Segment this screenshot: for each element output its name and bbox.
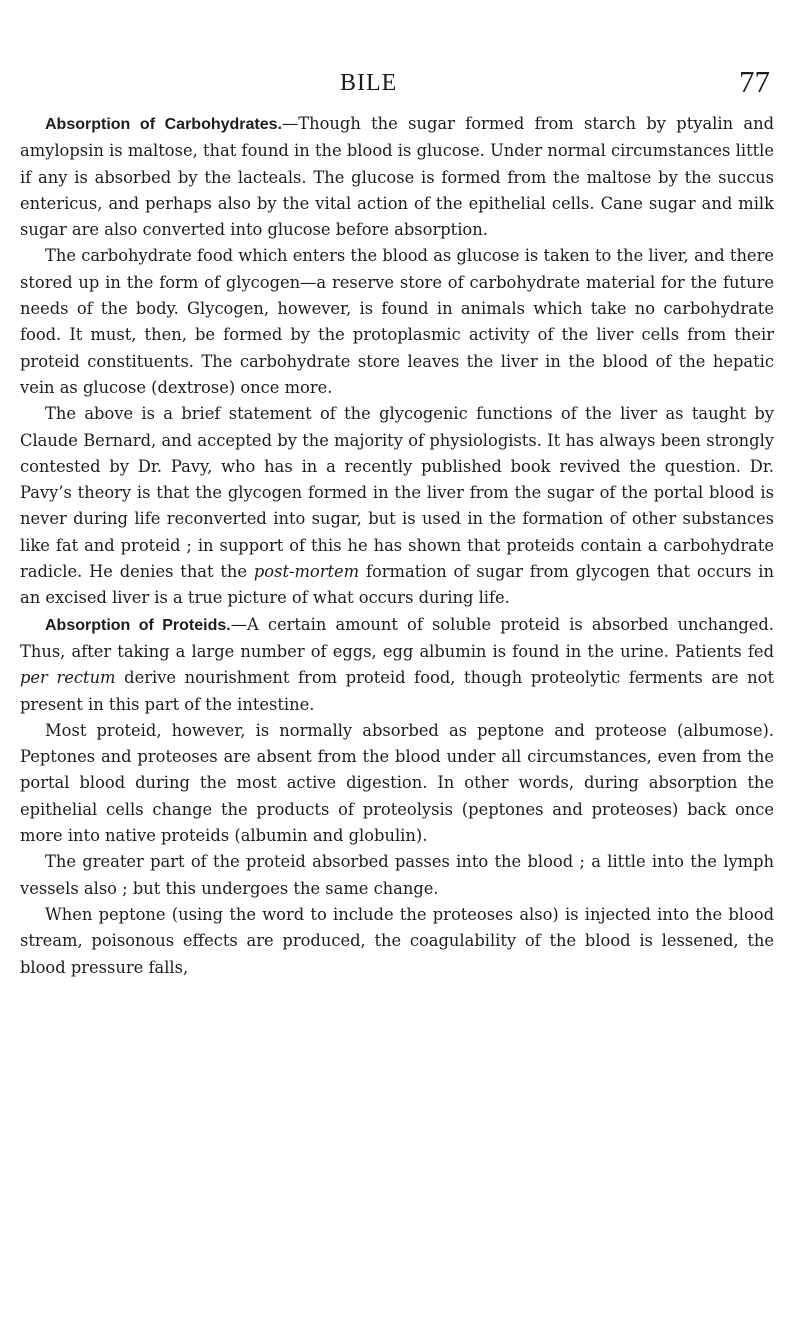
running-head xyxy=(340,64,770,104)
paragraph-proteid-passage xyxy=(20,849,774,902)
paragraph-text: Most proteid, however, is normally absorbed as peptone and proteose (albumose). Peptones and proteoses are absent from the blood under all circumstances, even from the portal blood during the most active digestion. In other words, during absorption the epithelial cells change the products of proteolysis (peptones and proteoses) back once more into native proteids (albumin and globulin). xyxy=(20,720,774,846)
italic-term-per-rectum: per rectum xyxy=(20,668,116,688)
paragraph-text: When peptone (using the word to include the proteoses also) is injected into the blood stream, poisonous effects are produced, the coagulability of the blood is lessened, the blood pressure falls, xyxy=(20,904,774,977)
paragraph-text: The above is a brief statement of the glycogenic functions of the liver as taught by Claude Bernard, and accepted by the majority of physiologists. It has always been strongly contested by Dr. Pavy, who has in a recently published book revived the question. Dr. Pavy’s theory is that the glycogen formed in the liver from the sugar of the portal blood is never during life reconverted into sugar, but is used in the formation of other substances like fat and proteid ; in support of this he has shown that proteids contain a carbohydrate radicle. He denies that the xyxy=(20,404,774,582)
body-text xyxy=(20,111,774,981)
paragraph-pavy-theory xyxy=(20,401,774,611)
italic-term-post-mortem: post-mortem xyxy=(253,562,360,582)
paragraph-peptone-injection xyxy=(20,902,774,981)
paragraph-text: formation of sugar from glycogen that occurs in an excised liver is a true picture of what occurs during life. xyxy=(20,562,774,608)
running-head-title: BILE xyxy=(340,70,398,96)
paragraph-text: —Though the sugar formed from starch by ptyalin and amylopsin is maltose, that found in the blood is glucose. Under normal circumstances little if any is absorbed by the lacteals. The glucose is formed from the maltose by the succus entericus, and perhaps also by the vital action of the epithelial cells. Cane sugar and milk sugar are also converted into glucose before absorption. xyxy=(20,114,774,240)
paragraph-text: The greater part of the proteid absorbed passes into the blood ; a little into the lymph vessels also ; but this undergoes the same change. xyxy=(20,852,774,898)
section-heading-carbohydrates: Absorption of Carbohydrates. xyxy=(45,116,282,133)
paragraph-text: —A certain amount of soluble proteid is absorbed unchanged. Thus, after taking a large number of eggs, egg albumin is found in the urine. Patients fed xyxy=(20,614,774,661)
page-number: 77 xyxy=(739,64,770,99)
paragraph-peptone-proteose xyxy=(20,718,774,849)
paragraph-glycogen-storage xyxy=(20,243,774,401)
paragraph-text: derive nourishment from proteid food, though proteolytic ferments are not present in this part of the intestine. xyxy=(20,668,774,714)
paragraph-absorption-proteids xyxy=(20,612,774,718)
paragraph-absorption-carbohydrates xyxy=(20,111,774,243)
paragraph-text: The carbohydrate food which enters the blood as glucose is taken to the liver, and there stored up in the form of glycogen—a reserve store of carbohydrate material for the future needs of the body. Glycogen, however, is found in animals which take no carbohydrate food. It must, then, be formed by the protoplasmic activity of the liver cells from their proteid constituents. The carbohydrate store leaves the liver in the blood of the hepatic vein as glucose (dextrose) once more. xyxy=(20,246,774,397)
section-heading-proteids: Absorption of Proteids. xyxy=(45,616,231,634)
